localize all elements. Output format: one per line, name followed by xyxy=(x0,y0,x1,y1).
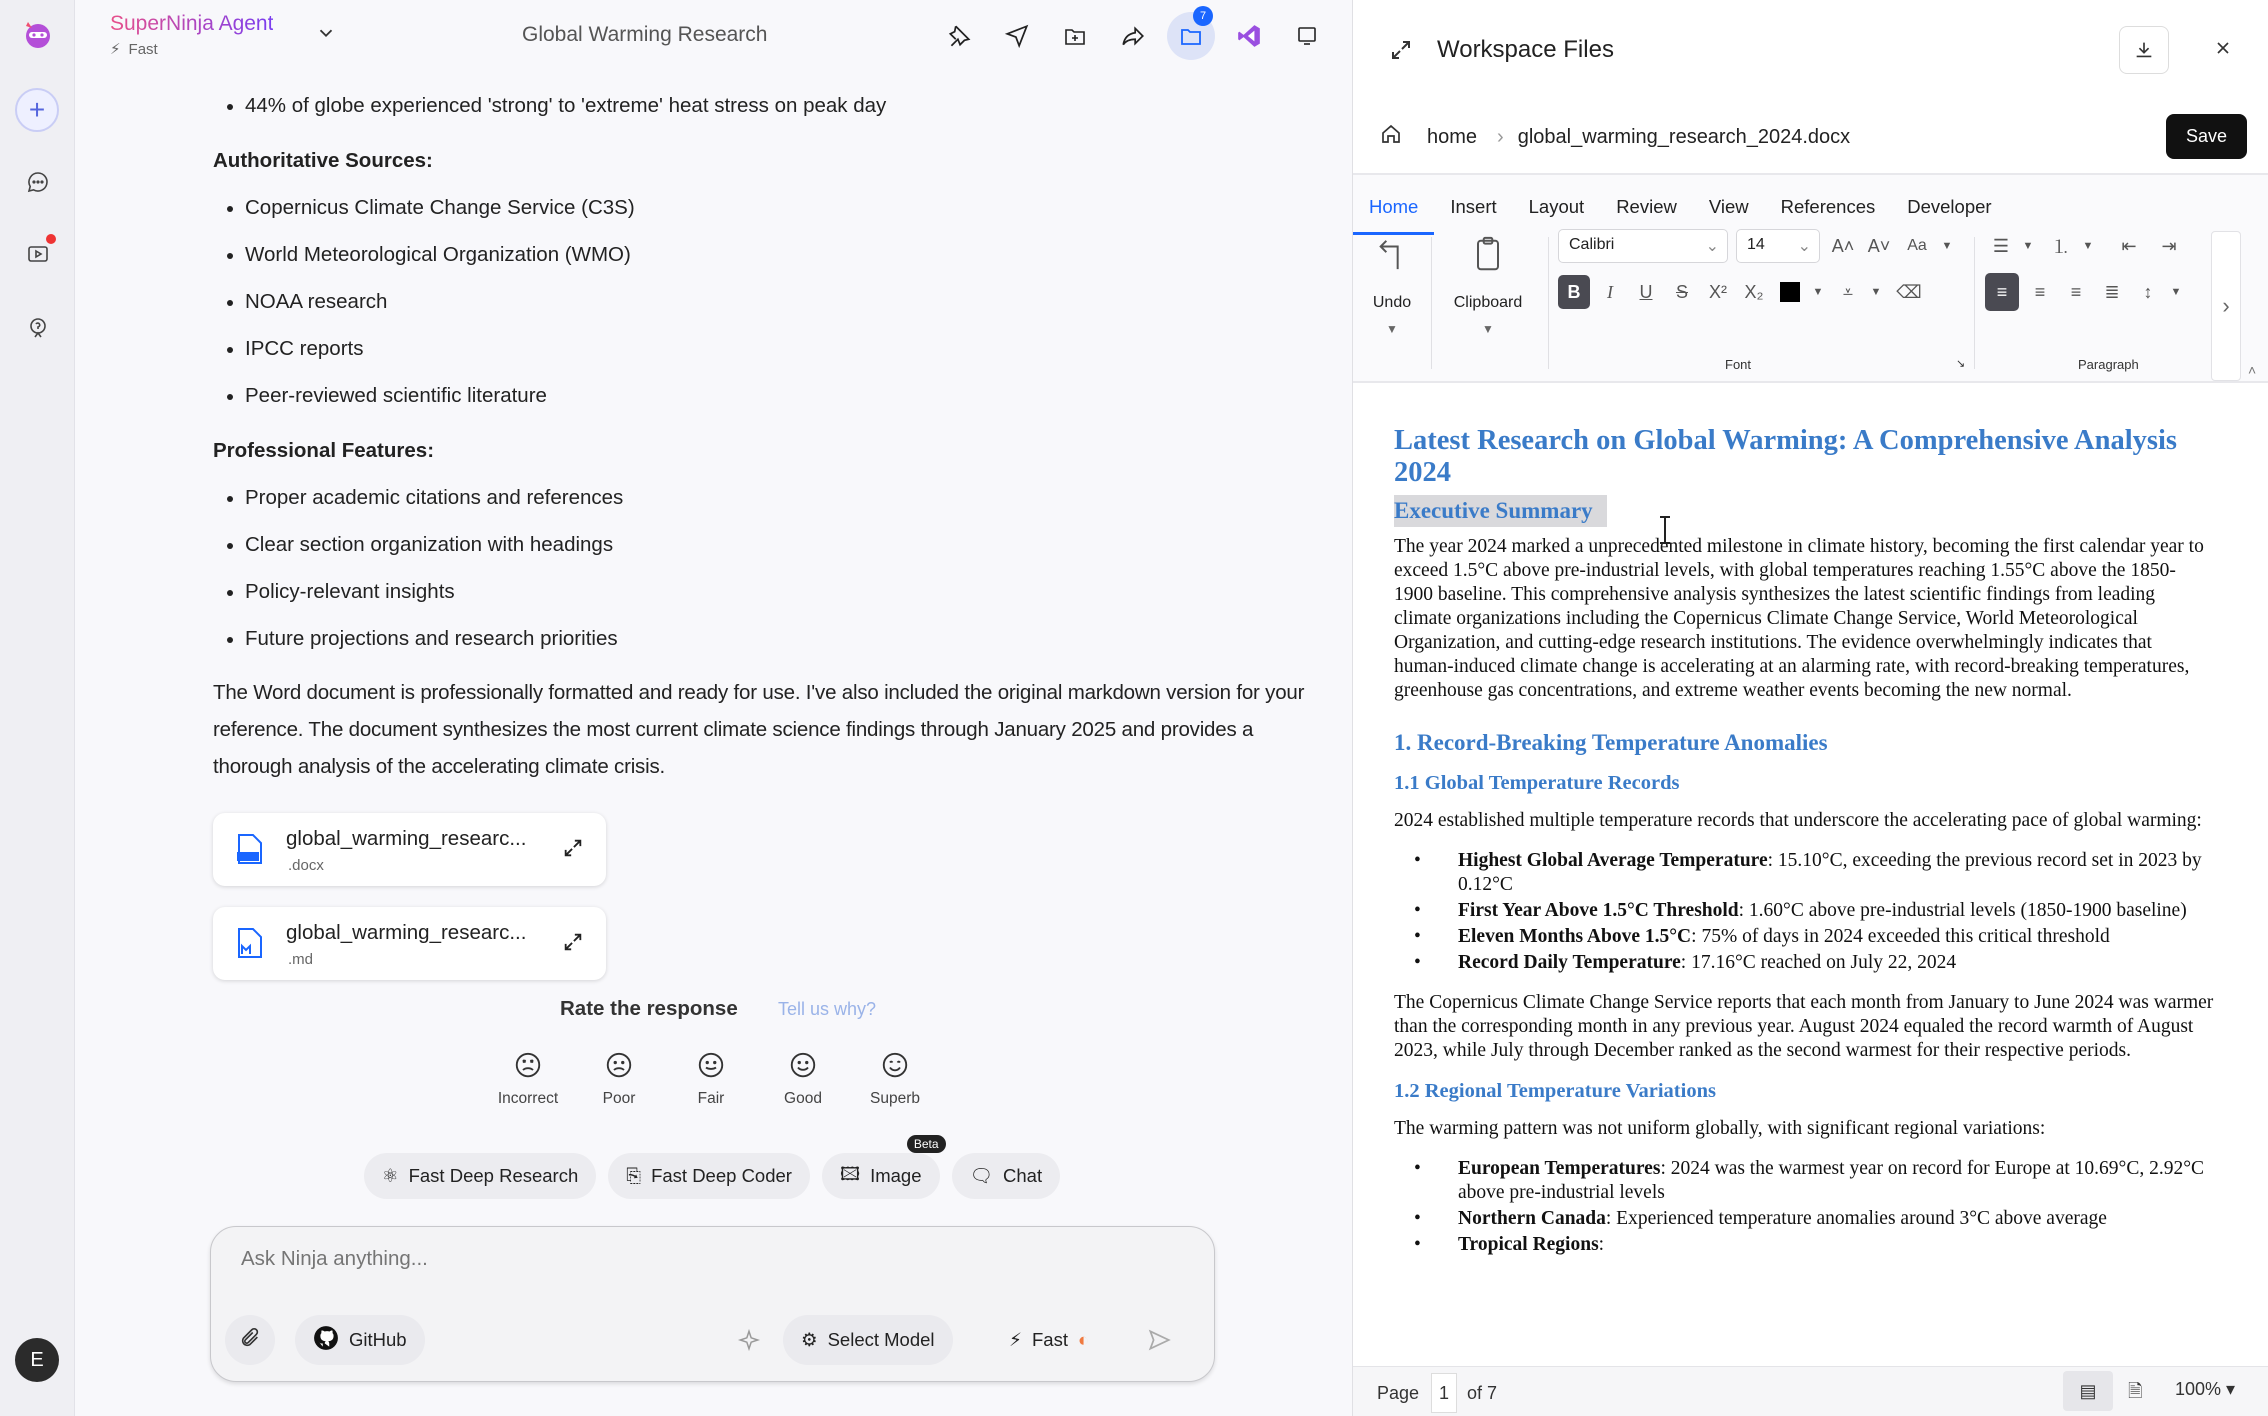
clear-formatting-button[interactable] xyxy=(1893,275,1925,309)
doc-list-item: • European Temperatures: 2024 was the warmest year on record for Europe at 10.69°C, 2.92°C above pre-industrial levels xyxy=(1394,1157,2214,1205)
line-spacing-button[interactable]: ↕ xyxy=(2143,281,2153,302)
gear-icon: ⚙ xyxy=(801,1329,818,1350)
zoom-value: 100% xyxy=(2175,1379,2222,1399)
composer xyxy=(210,1226,1215,1382)
document-canvas[interactable] xyxy=(1353,385,2268,1366)
ribbon-scroll-right-button[interactable]: › xyxy=(2211,231,2241,381)
list-item: Policy-relevant insights xyxy=(213,574,1323,621)
font-color-caret-icon[interactable]: ▼ xyxy=(1812,286,1824,298)
list-item: IPCC reports xyxy=(213,331,1323,378)
font-group-label: Font xyxy=(1725,357,1752,372)
clipboard-label: Clipboard xyxy=(1453,294,1523,311)
list-item: Copernicus Climate Change Service (C3S) xyxy=(213,190,1323,237)
download-icon xyxy=(2133,39,2155,61)
speed-label: Fast xyxy=(1032,1329,1068,1350)
beta-badge: Beta xyxy=(907,1135,946,1153)
panel-title: Workspace Files xyxy=(1437,36,1614,63)
rating-label: Poor xyxy=(602,1090,636,1107)
list-item: Proper academic citations and references xyxy=(213,480,1323,527)
ask-input[interactable] xyxy=(241,1247,1141,1271)
italic-button[interactable] xyxy=(1594,275,1626,309)
decrease-indent-button[interactable]: ⇤ xyxy=(2121,235,2137,256)
summary-paragraph: The Word document is professionally formatted and ready for use. I've also included the original markdown version for your reference. The document synthesizes the most current climate science findings through January 2025 and provides a thorough analysis of the accelerating climate crisis. xyxy=(213,681,1305,778)
rating-fair[interactable] xyxy=(666,1050,756,1108)
chat-header xyxy=(75,0,1352,72)
chip-label: Fast Deep Coder xyxy=(651,1165,792,1186)
doc-subheading: 1.2 Regional Temperature Variations xyxy=(1394,1080,1716,1102)
font-family-value: Calibri xyxy=(1569,236,1615,253)
font-color-swatch xyxy=(1780,282,1800,302)
conversation-title[interactable]: Global Warming Research xyxy=(522,23,768,46)
subscript-button[interactable]: X₂ xyxy=(1744,281,1764,302)
paperclip-icon xyxy=(239,1327,261,1354)
expand-icon[interactable] xyxy=(562,931,584,958)
agent-mode xyxy=(110,40,158,58)
github-button[interactable] xyxy=(295,1315,425,1365)
save-button[interactable]: Save xyxy=(2166,114,2247,159)
font-size-value: 14 xyxy=(1747,236,1765,253)
file-card-docx[interactable] xyxy=(213,813,606,886)
web-layout-button[interactable] xyxy=(2128,1379,2142,1409)
page-count: of 7 xyxy=(1467,1383,1498,1403)
doc-list-item: • Eleven Months Above 1.5°C: 75% of days in 2024 exceeded this critical threshold xyxy=(1394,925,2214,949)
mode-label: Fast xyxy=(128,40,158,58)
breadcrumb xyxy=(1379,122,1850,152)
superscript-button[interactable]: X² xyxy=(1709,281,1727,302)
font-color-button[interactable] xyxy=(1774,275,1806,309)
page-label: Page xyxy=(1377,1383,1420,1403)
numbering-button[interactable]: ⒈ xyxy=(2052,237,2070,257)
tell-us-why-link[interactable]: Tell us why? xyxy=(778,999,877,1019)
chat-history-icon[interactable] xyxy=(18,162,58,202)
image-icon: 🖾 xyxy=(839,1163,861,1184)
rating-incorrect[interactable] xyxy=(483,1050,573,1108)
status-bar xyxy=(1353,1366,2268,1416)
page-number-input[interactable]: 1 xyxy=(1431,1373,1457,1413)
align-center-button[interactable]: ≡ xyxy=(2034,281,2046,302)
doc-paragraph: The Copernicus Climate Change Service reports that each month from January to June 2024 was warmer than the corresponding month in any previous year. August 2024 equaled the record warmth of August 2023, while July through December ranked as the second warmest for their respective periods. xyxy=(1394,992,2214,1061)
ribbon xyxy=(1353,173,2268,383)
agent-name[interactable]: SuperNinja Agent xyxy=(110,12,274,35)
agent-dropdown-chevron-icon[interactable] xyxy=(315,22,337,49)
workspace-files-button[interactable] xyxy=(1167,12,1215,60)
chat-chip[interactable] xyxy=(952,1153,1061,1199)
pin-button[interactable] xyxy=(935,12,983,60)
rating-label: Good xyxy=(784,1090,822,1107)
chip-label: Chat xyxy=(1003,1165,1043,1186)
list-item: Future projections and research priorities xyxy=(213,621,1323,668)
close-panel-icon[interactable] xyxy=(2213,38,2233,63)
font-family-select[interactable] xyxy=(1558,229,1728,263)
doc-list-item: • Highest Global Average Temperature: 15.10°C, exceeding the previous record set in 2023 by 0.12°C xyxy=(1394,849,2214,897)
bold-label: B xyxy=(1567,281,1581,302)
paragraph-group-label: Paragraph xyxy=(2078,357,2139,372)
section-heading: Authoritative Sources: xyxy=(213,149,433,172)
list-item: Clear section organization with headings xyxy=(213,527,1323,574)
line-spacing-caret-icon[interactable]: ▼ xyxy=(2170,286,2182,298)
select-model-button[interactable] xyxy=(783,1315,953,1365)
align-left-button[interactable]: ≡ xyxy=(1985,273,2019,311)
eraser-icon: ⌫ xyxy=(1896,281,1922,302)
undo-button[interactable] xyxy=(1367,235,1417,336)
change-case-label: Aa xyxy=(1907,237,1927,254)
clipboard-icon xyxy=(1473,235,1503,275)
list-item: World Meteorological Organization (WMO) xyxy=(213,237,1323,284)
desktop-view-button[interactable] xyxy=(1283,12,1331,60)
attach-button[interactable] xyxy=(225,1315,275,1365)
files-count-badge: 7 xyxy=(1193,6,1213,26)
rating-label: Incorrect xyxy=(497,1090,559,1107)
user-avatar[interactable]: E xyxy=(15,1338,59,1382)
list-item: NOAA research xyxy=(213,284,1323,331)
font-dialog-launcher-icon[interactable]: ↘ xyxy=(1956,358,1966,370)
highlight-caret-icon[interactable]: ▼ xyxy=(1870,286,1882,298)
doc-paragraph: 2024 established multiple temperature records that underscore the accelerating pace of global warming: xyxy=(1394,810,2202,831)
file-ext: .md xyxy=(288,951,314,968)
file-name: global_warming_researc... xyxy=(286,921,527,944)
font-size-select[interactable] xyxy=(1736,229,1820,263)
chevron-down-icon: ⌄ xyxy=(1705,238,1719,255)
doc-list-item: • First Year Above 1.5°C Threshold: 1.60°C above pre-industrial levels (1850-1900 baseline) xyxy=(1394,899,2214,923)
tab-home[interactable]: Home xyxy=(1353,189,1434,235)
doc-subheading: 1.1 Global Temperature Records xyxy=(1394,772,1680,794)
doc-list-item: • Record Daily Temperature: 17.16°C reached on July 22, 2024 xyxy=(1394,951,2214,975)
doc-paragraph: The year 2024 marked a unprecedented milestone in climate history, becoming the first calendar year to exceed 1.5°C above pre-industrial levels, with global temperatures reaching 1.55°C above the 1850-1900 baseline. This comprehensive analysis synthesizes the latest scientific findings from leading climate organizations including the Copernicus Climate Change Service, World Meteorological Organization, and cutting-edge research institutions. The evidence overwhelmingly indicates that human-induced climate change is accelerating at an alarming rate, with record-breaking temperatures, greenhouse gas concentrations, and extreme weather events becoming the new normal. xyxy=(1394,536,2204,701)
rate-label: Rate the response xyxy=(560,997,738,1020)
underline-button[interactable] xyxy=(1630,275,1662,309)
grow-font-button[interactable]: A˄ xyxy=(1831,235,1855,256)
web-page-icon: 🗎 xyxy=(2128,1381,2143,1401)
tab-insert[interactable]: Insert xyxy=(1450,196,1497,217)
breadcrumb-file: global_warming_research_2024.docx xyxy=(1517,125,1851,148)
undo-label: Undo xyxy=(1372,294,1412,311)
zoom-select[interactable]: 100% ▾ xyxy=(2175,1379,2236,1399)
chat-bubble-icon: 🗨 xyxy=(969,1165,994,1186)
left-rail xyxy=(0,0,75,1416)
list-item: Peer-reviewed scientific literature xyxy=(213,378,1323,425)
send-share-button[interactable] xyxy=(993,12,1041,60)
italic-label: I xyxy=(1607,281,1613,302)
page-icon: ▤ xyxy=(2079,1380,2097,1401)
change-case-caret-icon[interactable]: ▼ xyxy=(1941,240,1953,252)
tab-layout[interactable]: Layout xyxy=(1528,196,1585,217)
align-right-button[interactable]: ≡ xyxy=(2070,281,2082,302)
underline-label: U xyxy=(1639,281,1653,302)
rating-superb[interactable] xyxy=(850,1050,940,1108)
dropdown-caret-icon[interactable]: ▼ xyxy=(1482,322,1494,336)
bullets-button[interactable]: ☰ xyxy=(1992,235,2010,256)
fast-deep-research-chip[interactable] xyxy=(364,1153,596,1199)
credit-icon: ◐ xyxy=(1077,1329,1090,1350)
bolt-icon: ⚡︎ xyxy=(110,41,121,58)
tab-references[interactable]: References xyxy=(1780,196,1876,217)
image-chip[interactable] xyxy=(822,1137,940,1199)
doc-heading-executive-summary: Executive Summary xyxy=(1394,495,1607,527)
assistant-message xyxy=(213,88,1323,785)
numbering-caret-icon[interactable]: ▼ xyxy=(2082,240,2094,252)
mode-chips xyxy=(364,1137,1060,1199)
sparkle-icon[interactable] xyxy=(736,1327,762,1358)
file-name: global_warming_researc... xyxy=(286,827,527,850)
doc-list-item: • Northern Canada: Experienced temperature anomalies around 3°C above average xyxy=(1394,1207,2214,1231)
select-model-label: Select Model xyxy=(827,1329,935,1350)
increase-indent-button[interactable]: ⇥ xyxy=(2161,235,2177,256)
atom-icon: ⚛ xyxy=(382,1165,399,1186)
chip-label: Fast Deep Research xyxy=(408,1165,579,1186)
breadcrumb-home[interactable]: home xyxy=(1427,125,1478,148)
new-chat-button[interactable]: + xyxy=(15,88,59,132)
rating-good[interactable] xyxy=(758,1050,848,1108)
shrink-font-button[interactable]: A˅ xyxy=(1867,235,1891,256)
vscode-button[interactable] xyxy=(1225,12,1273,60)
chip-label: Image xyxy=(870,1165,922,1186)
highlight-button[interactable] xyxy=(1832,275,1864,309)
rating-label: Fair xyxy=(697,1090,725,1107)
doc-heading: 1. Record-Breaking Temperature Anomalies xyxy=(1394,730,1828,755)
send-icon[interactable] xyxy=(1146,1327,1172,1358)
dropdown-caret-icon[interactable]: ▼ xyxy=(1386,322,1398,336)
github-label: GitHub xyxy=(349,1329,407,1350)
print-layout-button[interactable] xyxy=(2063,1371,2113,1411)
expand-icon[interactable] xyxy=(562,837,584,864)
home-icon[interactable] xyxy=(1379,122,1403,152)
fast-deep-coder-chip[interactable] xyxy=(608,1153,810,1199)
chevron-down-icon: ⌄ xyxy=(1797,238,1811,255)
doc-list-item: • Tropical Regions: xyxy=(1394,1233,2214,1257)
help-icon[interactable] xyxy=(18,308,58,348)
ninja-logo-icon[interactable] xyxy=(18,14,58,54)
tab-review[interactable]: Review xyxy=(1616,196,1677,217)
section-heading: Professional Features: xyxy=(213,439,435,462)
expand-panel-icon[interactable] xyxy=(1389,38,1413,67)
chevron-right-icon: › xyxy=(1497,125,1504,148)
speed-button[interactable] xyxy=(991,1315,1107,1365)
bolt-icon: ⚡︎ xyxy=(1009,1329,1022,1350)
add-folder-button[interactable] xyxy=(1051,12,1099,60)
file-ext: .docx xyxy=(288,857,324,874)
md-file-icon xyxy=(235,927,265,964)
change-case-button[interactable] xyxy=(1901,229,1933,263)
strikethrough-icon: S xyxy=(1675,281,1688,302)
notification-dot xyxy=(46,234,56,244)
code-file-icon: ⎘ xyxy=(626,1165,642,1186)
rating-label: Superb xyxy=(870,1090,920,1107)
doc-title: Latest Research on Global Warming: A Comprehensive Analysis 2024 xyxy=(1394,425,2178,488)
undo-icon xyxy=(1375,235,1409,275)
bold-button[interactable] xyxy=(1558,275,1590,309)
text-cursor-icon xyxy=(1658,515,1672,545)
tab-view[interactable]: View xyxy=(1708,196,1749,217)
highlighter-icon: ⩡ xyxy=(1842,281,1854,302)
justify-button[interactable]: ≣ xyxy=(2104,281,2120,302)
list-item: 44% of globe experienced 'strong' to 'extreme' heat stress on peak day xyxy=(213,88,1323,135)
bullets-caret-icon[interactable]: ▼ xyxy=(2022,240,2034,252)
rating-poor[interactable] xyxy=(574,1050,664,1108)
download-button[interactable] xyxy=(2119,26,2169,74)
strikethrough-button[interactable] xyxy=(1666,275,1698,309)
doc-file-icon xyxy=(235,833,265,870)
clipboard-button[interactable] xyxy=(1443,235,1533,336)
share-button[interactable] xyxy=(1109,12,1157,60)
doc-paragraph: The warming pattern was not uniform globally, with significant regional variations: xyxy=(1394,1118,2046,1139)
collapse-ribbon-icon[interactable]: ˄ xyxy=(2248,362,2257,378)
tab-developer[interactable]: Developer xyxy=(1907,196,1992,217)
workspace-panel xyxy=(1352,0,2268,1416)
file-card-md[interactable] xyxy=(213,907,606,980)
github-icon xyxy=(313,1325,339,1356)
